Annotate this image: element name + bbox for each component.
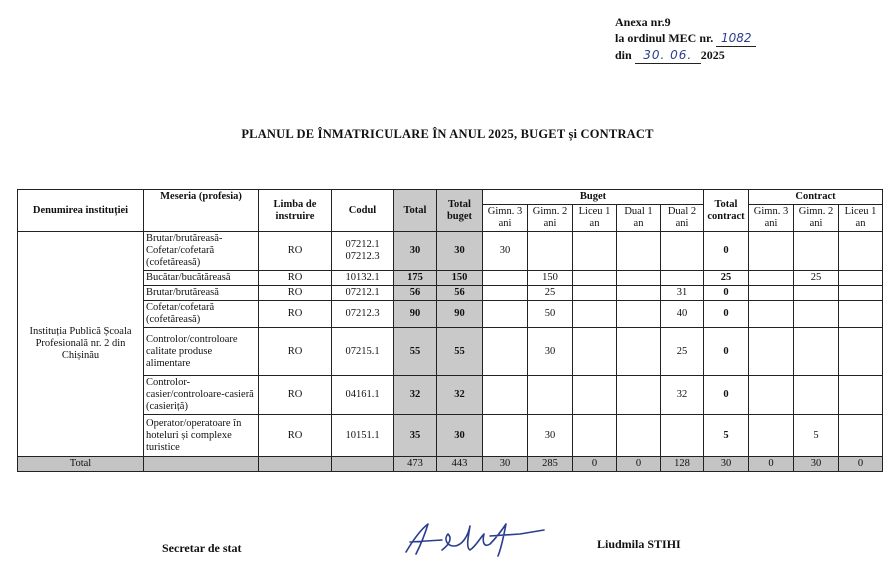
total-cell: 32 (394, 376, 437, 415)
header-total: Total (394, 190, 437, 232)
order-line (615, 30, 756, 47)
date-line (615, 47, 756, 64)
code-cell: 07212.1 07212.3 (332, 232, 394, 271)
total-budget-value: 30 (483, 457, 528, 472)
contract-cell (749, 286, 794, 301)
total-empty-cell (259, 457, 332, 472)
profession-cell: Controlor/controloare calitate produse alimentare (144, 328, 259, 376)
contract-cell (749, 328, 794, 376)
profession-cell: Brutar/brutăreasă (144, 286, 259, 301)
total-label: Total (18, 457, 144, 472)
contract-cell: 5 (794, 415, 839, 457)
total-budget-cell: 30 (437, 232, 483, 271)
budget-cell (573, 232, 617, 271)
contract-cell (749, 301, 794, 328)
contract-cell (839, 271, 883, 286)
total-empty-cell (144, 457, 259, 472)
code-cell: 10132.1 (332, 271, 394, 286)
header-budget-col: Dual 1 an (617, 205, 661, 232)
table-row (18, 415, 883, 457)
contract-cell (839, 376, 883, 415)
header-budget-col: Gimn. 2 ani (528, 205, 573, 232)
language-cell: RO (259, 271, 332, 286)
budget-cell (483, 328, 528, 376)
page-title: PLANUL DE ÎNMATRICULARE ÎN ANUL 2025, BUGET și CONTRACT (241, 127, 654, 141)
contract-cell (839, 415, 883, 457)
budget-cell (661, 271, 704, 286)
contract-cell (749, 232, 794, 271)
language-cell: RO (259, 328, 332, 376)
total-contract-cell: 0 (704, 376, 749, 415)
budget-cell (483, 415, 528, 457)
total-contract-cell: 0 (704, 328, 749, 376)
header-contract-col: Gimn. 2 ani (794, 205, 839, 232)
contract-cell (839, 286, 883, 301)
total-budget-value: 128 (661, 457, 704, 472)
total-budget-cell: 90 (437, 301, 483, 328)
code-cell: 07212.3 (332, 301, 394, 328)
budget-cell: 150 (528, 271, 573, 286)
contract-cell (839, 301, 883, 328)
language-cell: RO (259, 301, 332, 328)
signatory-name: Liudmila STIHI (597, 537, 681, 551)
total-total: 473 (394, 457, 437, 472)
profession-cell: Bucătar/bucătăreasă (144, 271, 259, 286)
order-number: 1082 (716, 30, 756, 47)
budget-cell: 50 (528, 301, 573, 328)
total-contract-value: 30 (794, 457, 839, 472)
total-budget-cell: 32 (437, 376, 483, 415)
header-row-1 (18, 190, 883, 205)
header-profession: Meseria (profesia) (144, 190, 259, 232)
code-cell: 07212.1 (332, 286, 394, 301)
budget-cell (573, 415, 617, 457)
annex-header (615, 14, 756, 64)
budget-cell (483, 271, 528, 286)
contract-cell (749, 271, 794, 286)
profession-cell: Cofetar/cofetară (cofetăreasă) (144, 301, 259, 328)
header-budget-col: Gimn. 3 ani (483, 205, 528, 232)
contract-cell (749, 415, 794, 457)
code-cell: 07215.1 (332, 328, 394, 376)
header-code: Codul (332, 190, 394, 232)
total-contract-cell: 0 (704, 301, 749, 328)
budget-cell (617, 376, 661, 415)
budget-cell: 25 (661, 328, 704, 376)
enrollment-table (17, 189, 883, 472)
budget-cell (617, 232, 661, 271)
code-cell: 04161.1 (332, 376, 394, 415)
budget-cell (617, 286, 661, 301)
header-budget-col: Liceu 1 an (573, 205, 617, 232)
table-body (18, 232, 883, 472)
budget-cell (573, 286, 617, 301)
table-row (18, 301, 883, 328)
budget-cell (483, 376, 528, 415)
total-cell: 55 (394, 328, 437, 376)
total-total-budget: 443 (437, 457, 483, 472)
language-cell: RO (259, 232, 332, 271)
budget-cell (483, 286, 528, 301)
signature-icon (398, 516, 548, 560)
budget-cell (573, 376, 617, 415)
total-contract-value: 0 (749, 457, 794, 472)
budget-cell: 25 (528, 286, 573, 301)
total-row (18, 457, 883, 472)
annex-number: Anexa nr.9 (615, 15, 671, 29)
code-cell: 10151.1 (332, 415, 394, 457)
contract-cell (794, 286, 839, 301)
total-budget-cell: 30 (437, 415, 483, 457)
budget-cell: 30 (528, 328, 573, 376)
budget-cell (617, 415, 661, 457)
order-prefix: la ordinul MEC nr. (615, 31, 714, 45)
table-row (18, 271, 883, 286)
table-row (18, 232, 883, 271)
total-budget-cell: 150 (437, 271, 483, 286)
header-contract-col: Liceu 1 an (839, 205, 883, 232)
header-contract-col: Gimn. 3 ani (749, 205, 794, 232)
table-row (18, 328, 883, 376)
profession-cell: Operator/operatoare în hoteluri și complexe turistice (144, 415, 259, 457)
contract-cell (794, 232, 839, 271)
contract-cell (794, 328, 839, 376)
budget-cell (661, 415, 704, 457)
language-cell: RO (259, 376, 332, 415)
contract-cell: 25 (794, 271, 839, 286)
total-budget-value: 285 (528, 457, 573, 472)
budget-cell (528, 232, 573, 271)
signatory-role: Secretar de stat (162, 541, 242, 555)
header-contract-group: Contract (749, 190, 883, 205)
budget-cell (528, 376, 573, 415)
total-contract-value: 0 (839, 457, 883, 472)
profession-cell: Brutar/brutăreasă-Cofetar/cofetară (cofetăreasă) (144, 232, 259, 271)
total-budget-value: 0 (617, 457, 661, 472)
total-cell: 90 (394, 301, 437, 328)
budget-cell (573, 271, 617, 286)
total-empty-cell (332, 457, 394, 472)
header-budget-col: Dual 2 ani (661, 205, 704, 232)
table-row (18, 376, 883, 415)
budget-cell (617, 328, 661, 376)
budget-cell (617, 271, 661, 286)
header-institution: Denumirea instituției (18, 190, 144, 232)
budget-cell: 32 (661, 376, 704, 415)
total-budget-cell: 55 (437, 328, 483, 376)
budget-cell: 30 (528, 415, 573, 457)
profession-cell: Controlor-casier/controloare-casieră (casieriță) (144, 376, 259, 415)
language-cell: RO (259, 286, 332, 301)
contract-cell (839, 232, 883, 271)
order-year: 2025 (700, 48, 725, 62)
header-budget-group: Buget (483, 190, 704, 205)
total-budget-value: 0 (573, 457, 617, 472)
budget-cell (617, 301, 661, 328)
total-cell: 175 (394, 271, 437, 286)
budget-cell: 31 (661, 286, 704, 301)
budget-cell (573, 328, 617, 376)
total-contract-cell: 0 (704, 232, 749, 271)
budget-cell (661, 232, 704, 271)
total-contract-cell: 5 (704, 415, 749, 457)
header-language: Limba de instruire (259, 190, 332, 232)
total-cell: 35 (394, 415, 437, 457)
header-total-budget: Total buget (437, 190, 483, 232)
order-date: 30. 06. (635, 47, 701, 64)
language-cell: RO (259, 415, 332, 457)
budget-cell (573, 301, 617, 328)
total-cell: 56 (394, 286, 437, 301)
date-prefix: din (615, 48, 632, 62)
total-contract-cell: 25 (704, 271, 749, 286)
contract-cell (839, 328, 883, 376)
budget-cell (483, 301, 528, 328)
total-total-contract: 30 (704, 457, 749, 472)
budget-cell: 30 (483, 232, 528, 271)
contract-cell (749, 376, 794, 415)
total-contract-cell: 0 (704, 286, 749, 301)
budget-cell: 40 (661, 301, 704, 328)
header-total-contract: Total contract (704, 190, 749, 232)
total-budget-cell: 56 (437, 286, 483, 301)
contract-cell (794, 301, 839, 328)
table-row (18, 286, 883, 301)
contract-cell (794, 376, 839, 415)
institution-name: Instituția Publică Școala Profesională nr. 2 din Chișinău (18, 232, 144, 457)
total-cell: 30 (394, 232, 437, 271)
